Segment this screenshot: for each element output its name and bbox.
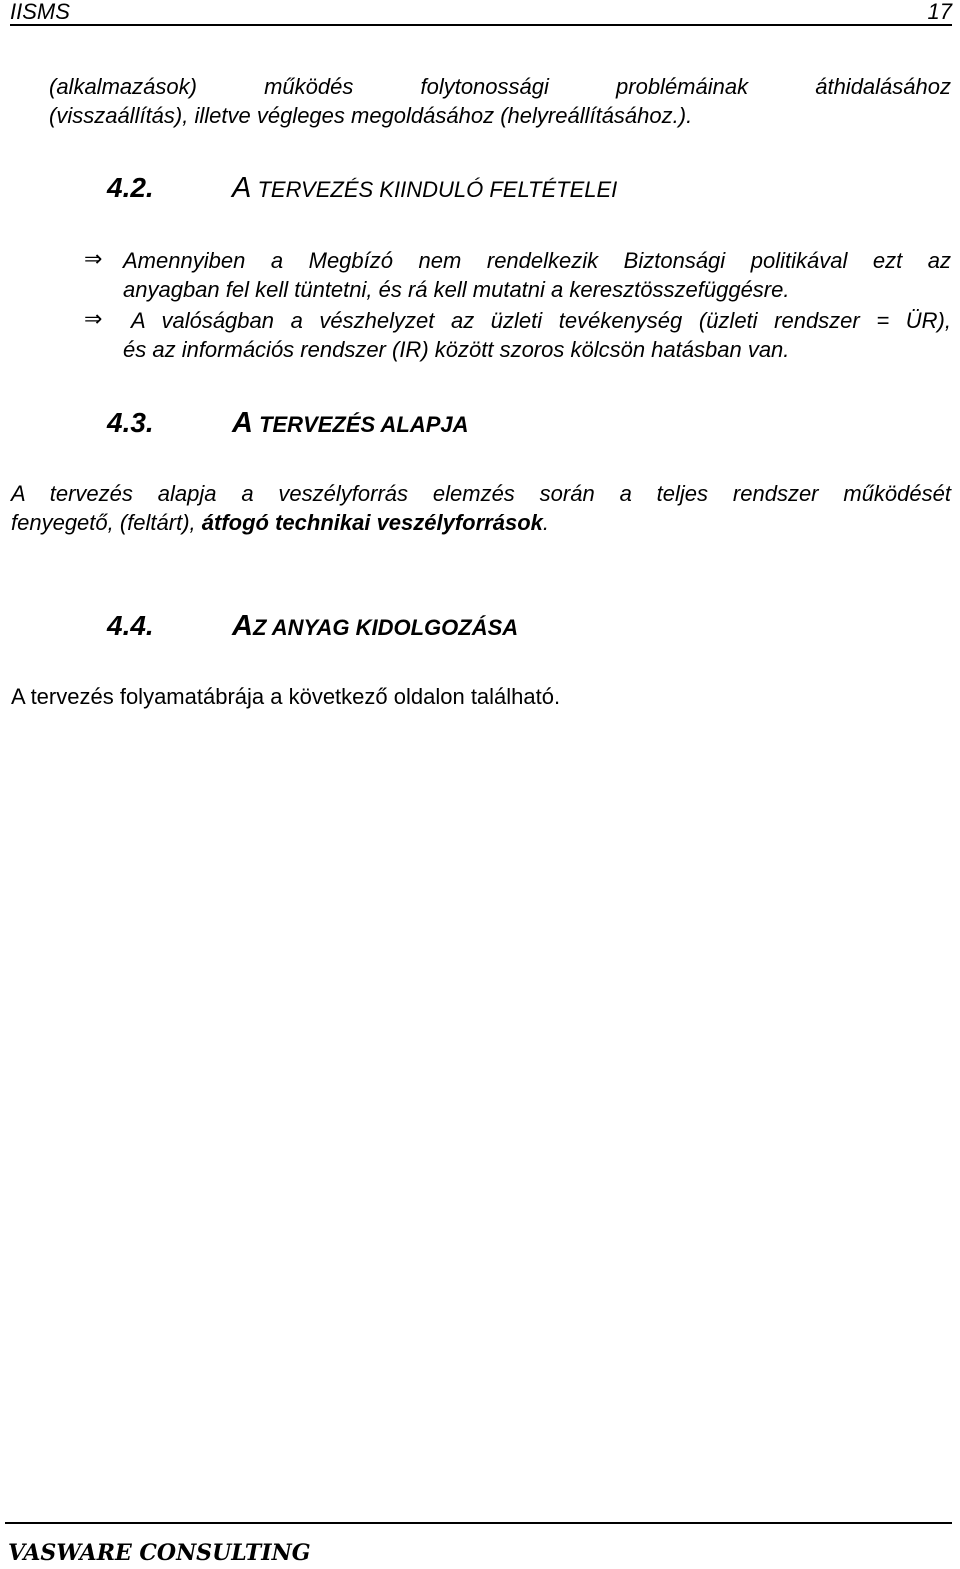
footer-company-name: VASWARE CONSULTING	[8, 1540, 311, 1566]
section-4-4-title-initial: A	[232, 610, 253, 642]
section-4-2-title-initial: A	[232, 172, 252, 204]
page-header	[10, 0, 952, 26]
bullet-1-line-1: Amennyiben a Megbízó nem rendelkezik Biztonsági politikával ezt az	[123, 248, 951, 273]
section-4-3-title	[232, 407, 469, 440]
bullet-1-line-2: anyagban fel kell tüntetni, és rá kell mutatni a keresztösszefüggésre.	[123, 277, 790, 302]
double-right-arrow-icon: ⇒	[84, 306, 103, 331]
section-4-4-text: A tervezés folyamatábrája a következő oldalon található.	[11, 684, 561, 709]
bullet-1	[123, 246, 951, 304]
section-4-2-number: 4.2.	[107, 172, 154, 203]
double-right-arrow-icon: ⇒	[84, 246, 103, 271]
bullet-2	[123, 306, 951, 364]
section-4-3-title-initial: A	[232, 407, 253, 439]
bullet-2-line-1: A valóságban a vészhelyzet az üzleti tevékenység (üzleti rendszer = ÜR),	[131, 308, 951, 333]
section-4-3-paragraph	[11, 479, 951, 537]
section-4-4-title-rest: Z ANYAG KIDOLGOZÁSA	[252, 615, 519, 640]
section-4-3-number: 4.3.	[107, 407, 154, 438]
section-4-2-title-rest: TERVEZÉS KIINDULÓ FELTÉTELEI	[251, 177, 618, 202]
intro-line-1: (alkalmazások) működés folytonossági problémáinak áthidalásához	[49, 74, 951, 99]
section-4-3-emphasis: átfogó technikai veszélyforrások	[201, 510, 543, 535]
intro-line-2: (visszaállítás), illetve végleges megoldásához (helyreállításához.).	[49, 103, 693, 128]
section-4-3-line-2-prefix: fenyegető, (feltárt),	[11, 510, 202, 535]
page-number: 17	[927, 0, 952, 24]
section-4-3-line-1: A tervezés alapja a veszélyforrás elemzés során a teljes rendszer működését	[11, 481, 951, 506]
section-4-3-title-rest: TERVEZÉS ALAPJA	[252, 412, 469, 437]
header-doc-title: IISMS	[10, 0, 70, 24]
section-4-2-title	[232, 172, 617, 205]
section-4-3-line-2-suffix: .	[542, 510, 550, 535]
section-4-4-number: 4.4.	[107, 610, 154, 641]
section-4-4-title	[232, 610, 518, 643]
bullet-2-line-2: és az információs rendszer (IR) között szoros kölcsön hatásban van.	[123, 337, 790, 362]
footer-rule	[5, 1522, 952, 1524]
section-4-3-line-2	[11, 508, 951, 537]
intro-paragraph	[49, 72, 951, 130]
